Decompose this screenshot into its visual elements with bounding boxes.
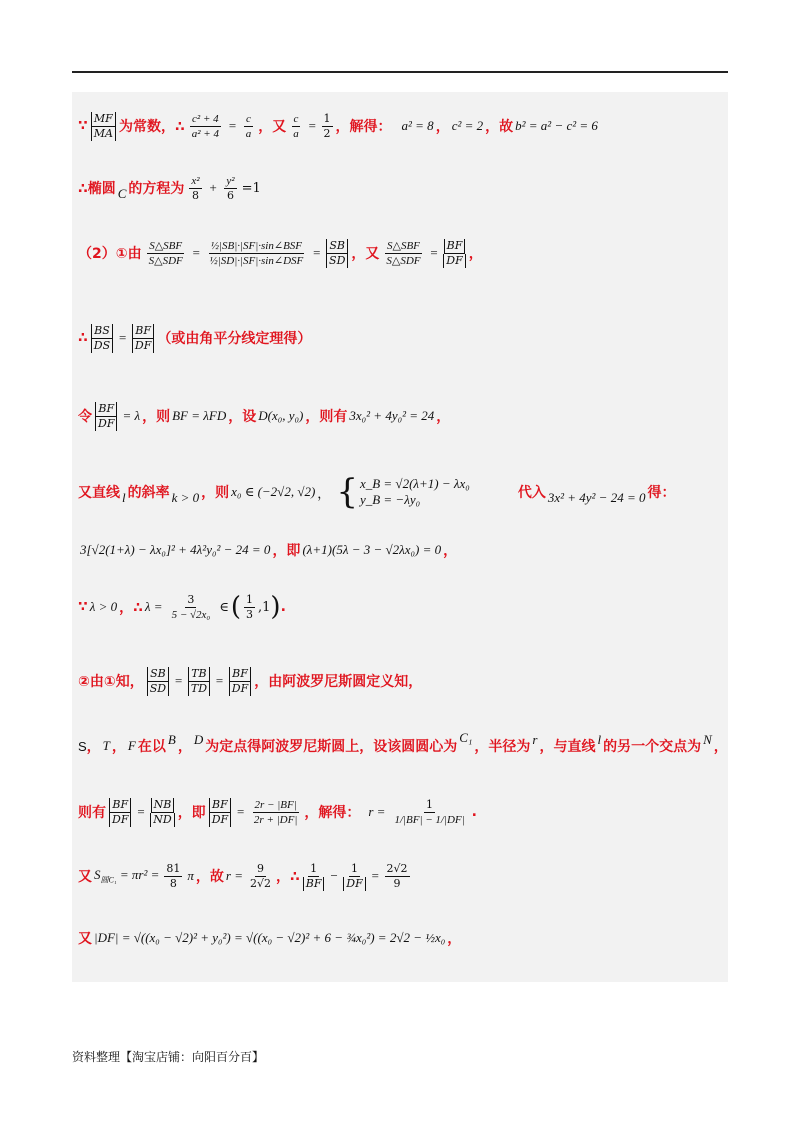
text: ，解得： (335, 119, 392, 135)
formula: $\frac{BF}{DF}$ (109, 798, 131, 827)
solution-line-4: ∴ $\frac{BS}{DS}$ = $\frac{BF}{DF}$ （或由角平分线定理得） (78, 323, 312, 352)
formula: x_B = √2(λ+1) − λx₀ (359, 476, 470, 491)
text: ， (177, 739, 192, 755)
formula: $\frac{\text{½|SB|·|SF|·sin∠BSF}}{\text{½|SD|·|SF|·sin∠DSF}}$ (209, 239, 304, 267)
text: ， (436, 409, 451, 425)
formula: $\frac{\text{c² + 4}}{\text{a² + 4}}$ (191, 112, 219, 140)
formula: D(x₀, y₀) (258, 408, 304, 423)
text: ∴椭圆 (78, 181, 116, 197)
text: 又直线 (78, 485, 120, 501)
because-symbol: ∵ (78, 118, 88, 134)
text: 的方程为 (128, 181, 185, 197)
text: ，∴ (276, 869, 300, 885)
text: 代入 (517, 485, 546, 501)
text: ， (443, 543, 458, 559)
formula: $\frac{3}{\text{5 − √2x₀}}$ (171, 592, 211, 621)
formula: (λ+1)(5λ − 3 − √2λx₀) = 0 (302, 542, 442, 557)
text: ，∴ (119, 600, 143, 616)
text: ， (713, 739, 728, 755)
solution-line-5: 令 $\frac{BF}{DF}$ = λ ，则 BF = λFD ，设 D(x₀, y₀) ，则有 3x₀² + 4y₀² = 24 ， (78, 401, 451, 430)
solution-line-12: 又 $S_{圆C_1} = \pi r^2$ = $\frac{81}{8}$ π ，故 r = $\frac{9}{2√2}$ ，∴ $\frac{1}{BF}$ − $\frac{1}{DF}$ = $\frac{2√2}{9}$ (78, 861, 408, 890)
formula: $\frac{1}{BF}$ (303, 862, 325, 891)
formula: r (532, 732, 538, 747)
solution-line-13 (78, 916, 461, 960)
text: ， (111, 739, 126, 755)
formula: $\frac{BF}{DF}$ (209, 798, 231, 827)
text: 为常数，∴ (118, 119, 185, 135)
equation-system: { x_B = √2(λ+1) − λx₀ y_B = −λy₀ (336, 472, 470, 512)
text: ， (468, 246, 483, 262)
text: ∴ (78, 330, 88, 346)
formula: l (597, 732, 602, 747)
point-label: S (78, 738, 87, 754)
text: ，则 (142, 409, 171, 425)
formula: |DF| = √((x₀ − √2)² + y₀²) = √((x₀ − √2)² + 6 − ¾x₀²) = 2√2 − ½x₀ (94, 930, 446, 945)
text: 则有 (78, 805, 106, 821)
formula: $\frac{\text{S△SBF}}{\text{S△SDF}}$ (148, 239, 183, 267)
text: 又 (78, 931, 92, 947)
formula: 3x² + 4y² − 24 = 0 (547, 490, 646, 505)
text: ，设 (228, 409, 257, 425)
formula: $\frac{\text{S△SBF}}{\text{S△SDF}}$ (386, 239, 421, 267)
text: ， (86, 739, 101, 755)
formula: k > 0 (171, 490, 200, 505)
formula: $\frac{BS}{DS}$ (91, 324, 113, 353)
point-label: D (193, 732, 204, 747)
text: . (471, 804, 477, 820)
formula: a² = 8 (401, 118, 434, 133)
formula: x₀ ∈ (−2√2, √2) (231, 484, 316, 499)
text: ，故 (485, 119, 514, 135)
text: （或由角平分线定理得） (157, 331, 312, 347)
formula: $\frac{9}{2√2}$ (250, 861, 272, 890)
text: ，与直线 (539, 739, 596, 755)
solution-line-11: 则有 $\frac{BF}{DF}$ = $\frac{NB}{ND}$ ，即 $\frac{BF}{DF}$ = $\frac{2r - |BF|}{2r + |DF|}$ ，解得： r = $\frac{1}{1/|BF| - 1/|DF|}$ . (78, 797, 477, 826)
text: ，则有 (305, 409, 348, 425)
text: 在以 (137, 739, 166, 755)
formula: C (117, 186, 127, 201)
text: 令 (78, 409, 92, 425)
footer-credit: 资料整理【淘宝店铺：向阳百分百】 (72, 1050, 265, 1064)
text: 为定点得阿波罗尼斯圆上，设该圆圆心为 (205, 739, 458, 755)
formula: $\frac{SB}{SD}$ (147, 667, 169, 696)
point-label: B (167, 732, 176, 747)
formula: $\frac{c}{a}$ (293, 112, 299, 140)
solution-line-10 (78, 728, 728, 764)
text: ，即 (272, 543, 301, 559)
solution-line-3: （2）①由 $\frac{\text{S△SBF}}{\text{S△SDF}}$ = $\frac{\text{½|SB|·|SF|·sin∠BSF}}{\text{½|SD|·|SF|·sin∠DSF}}$ = $\frac{SB}{SD}$ ，又 $\frac{\text{S△SBF}}{\text{S△SDF}}$ = $\frac{BF}{DF}$ ， (78, 238, 483, 267)
text: ，则 (201, 485, 230, 501)
formula: 3x₀² + 4y₀² = 24 (349, 408, 435, 423)
text: ， (435, 119, 450, 135)
solution-line-7 (78, 532, 457, 568)
formula: b² = a² − c² = 6 (515, 118, 598, 133)
formula: c² = 2 (451, 118, 484, 133)
point-label: T (102, 738, 110, 753)
point-label: F (127, 738, 136, 753)
ratio-mf-ma: $\frac{MF}{MA}$ (91, 112, 116, 141)
text: （2）①由 (78, 246, 142, 262)
solution-line-1: ∵ $\frac{MF}{MA}$ 为常数，∴ $\frac{\text{c² + 4}}{\text{a² + 4}}$ = $\frac{c}{a}$ ，又 $\frac{c}{a}$ = $\frac{1}{2}$ ，解得： a² = 8 ， c² = 2 ，故 b² = a² − c² = 6 (78, 111, 598, 140)
text: . (280, 599, 286, 615)
formula: $\frac{BF}{DF}$ (95, 402, 117, 431)
text: ，即 (177, 805, 206, 821)
solution-line-9: ②由①知， $\frac{SB}{SD}$ = $\frac{TB}{TD}$ = $\frac{BF}{DF}$ ，由阿波罗尼斯圆定义知， (78, 666, 423, 695)
text: ，解得： (304, 805, 361, 821)
text: ②由①知， (78, 674, 144, 690)
text: 的斜率 (127, 485, 170, 501)
text: ，又 (258, 119, 287, 135)
text: ，半径为 (474, 739, 531, 755)
text: ，又 (351, 246, 380, 262)
text: ，故 (195, 869, 224, 885)
formula: C₁ (459, 730, 473, 745)
solution-line-2: ∴椭圆 C 的方程为 $\frac{\text{x²}}{8}$ + $\frac{\text{y²}}{6}$ =1 (78, 174, 261, 202)
text: ， (447, 931, 462, 947)
formula: y_B = −λy₀ (359, 492, 421, 507)
text: 又 (78, 869, 92, 885)
header-rule (72, 71, 728, 73)
formula: l (122, 490, 126, 505)
solution-body (72, 92, 728, 982)
formula: 3[√2(1+λ) − λx₀]² + 4λ²y₀² − 24 = 0 (80, 542, 271, 557)
text: ，由阿波罗尼斯圆定义知， (254, 674, 423, 690)
text: 的另一个交点为 (603, 739, 702, 755)
formula: N (703, 732, 712, 747)
solution-line-6 (78, 462, 675, 522)
formula: λ > 0 (89, 599, 118, 614)
text: 得： (647, 485, 676, 501)
formula: $\frac{81}{8}$ (166, 861, 181, 890)
solution-line-8: ∵ λ > 0 ，∴ λ = $\frac{3}{\text{5 − √2x₀}}$ ∈ ( $\frac{1}{3}$ ,1 ) . (78, 592, 286, 622)
text: ， (317, 486, 331, 502)
text: ∵ (78, 599, 88, 615)
formula: $\frac{1}{1/|BF| - 1/|DF|}$ (394, 797, 465, 826)
formula: BF = λFD (172, 408, 227, 423)
formula: $\frac{\text{x²}}{8}$ (191, 174, 200, 202)
